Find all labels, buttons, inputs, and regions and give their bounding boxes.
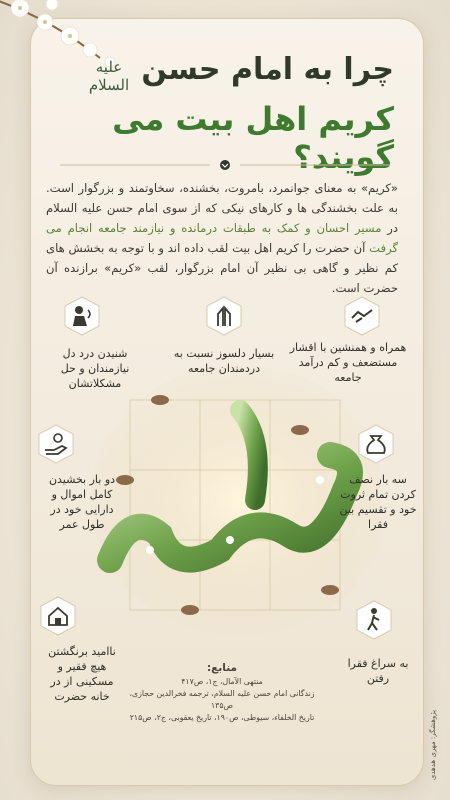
listening-person-icon xyxy=(62,296,102,336)
source-line: زندگانی امام حسن علیه السلام، ترجمه فخرالدین حجازی، ص۱۳۵ xyxy=(129,689,315,710)
seal-line-2: السلام xyxy=(88,76,130,94)
title-line-2: کریم اهل بیت می گویند؟ xyxy=(112,100,394,176)
seal-line-1: علیه xyxy=(95,58,123,76)
intro-paragraph xyxy=(46,178,398,298)
intro-part-1: «کریم» به معنای جوانمرد، بامروت، بخشنده، سخاوتمند و بزرگوار است. به علت بخشندگی ها و کارهای نیکی که از سوی امام حسن علیه السلام در xyxy=(46,181,398,235)
intro-highlight: مسیر احسان و کمک به طبقات درمانده و نیازمند جامعه انجام می گرفت xyxy=(46,221,398,255)
divider-icon xyxy=(60,160,390,170)
feature-5: دو بار بخشیدن کامل اموال و دارایی خود در طول عمر xyxy=(48,473,116,531)
feature-7: ناامید برنگشتن هیچ فقیر و مسکینی از در خانه حضرت xyxy=(48,645,116,703)
intro-part-2: آن حضرت را کریم اهل بیت لقب داده اند و با توجه به بخشش های کم نظیر و گاهی بی نظیر آن امام بزرگوار، لقب «کریم» برازنده آن حضرت است. xyxy=(46,241,398,295)
feature-4: سه بار نصف کردن تمام ثروت خود و تقسیم بین فقرا xyxy=(339,473,417,531)
sources-heading: منابع: xyxy=(206,662,238,674)
giving-hand-icon xyxy=(36,424,76,464)
title-line-1: چرا به امام حسن xyxy=(141,52,394,87)
feature-1: همراه و همنشین با اقشار مستضعف و کم درآمد جامعه xyxy=(289,341,407,384)
handshake-icon xyxy=(342,296,382,336)
calligraphy-artwork xyxy=(90,360,380,640)
sources xyxy=(122,662,322,724)
source-line: تاریخ الخلفاء، سیوطی، ص۱۹۰، تاریخ یعقوبی، ج۲، ص۲۱۵ xyxy=(129,713,315,722)
money-bag-icon xyxy=(356,424,396,464)
house-gift-icon xyxy=(38,596,78,636)
feature-6: به سراغ فقرا رفتن xyxy=(347,657,409,685)
author-text: پژوهشگر: مهری هدهدی xyxy=(429,709,437,781)
feature-3: شنیدن درد دل نیازمندان و حل مشکلاتشان xyxy=(60,347,130,390)
source-line: منتهی الآمال، ج۱، ص۴۱۷ xyxy=(181,677,263,686)
praying-hands-icon xyxy=(204,296,244,336)
walking-person-icon xyxy=(354,600,394,640)
feature-2: بسیار دلسوز نسبت به دردمندان جامعه xyxy=(173,347,275,375)
author-credit xyxy=(428,700,442,790)
